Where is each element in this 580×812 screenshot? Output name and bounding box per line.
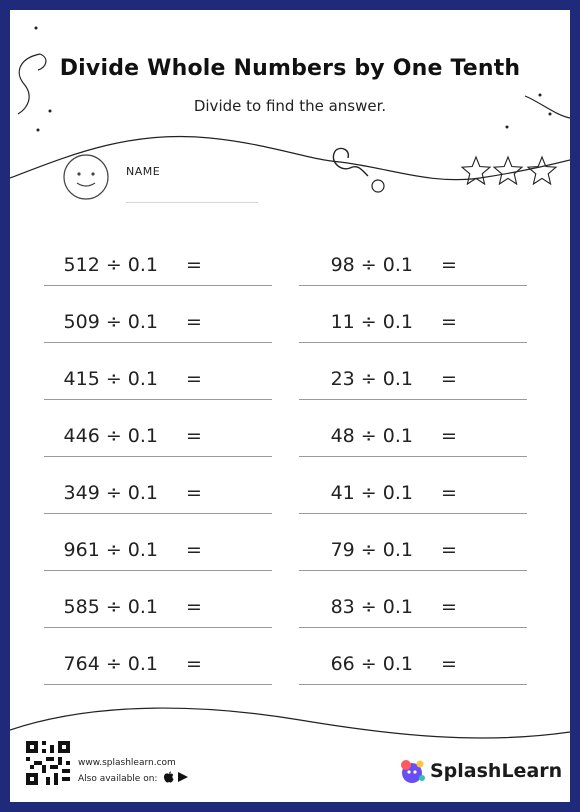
footer-available-text: Also available on: [78,774,158,784]
star-icon [528,157,556,184]
answer-line[interactable] [44,285,272,286]
equals-sign: = [441,539,457,561]
worksheet-page [10,10,570,802]
problem-row [299,415,527,471]
equals-sign: = [186,311,202,333]
problem-row [44,643,272,699]
equals-sign: = [441,254,457,276]
equals-sign: = [441,653,457,675]
problem-expression: 585 ÷ 0.1 [63,596,158,618]
problem-expression: 446 ÷ 0.1 [63,425,158,447]
problem-row [44,529,272,585]
problem-row [44,301,272,357]
equals-sign: = [441,596,457,618]
answer-line[interactable] [299,456,527,457]
problem-expression: 509 ÷ 0.1 [63,311,158,333]
problem-row [299,244,527,300]
problem-expression: 415 ÷ 0.1 [63,368,158,390]
problem-row [44,586,272,642]
equals-sign: = [441,425,457,447]
equals-sign: = [186,596,202,618]
brand-name: SplashLearn [430,760,563,782]
equals-sign: = [441,482,457,504]
problem-expression: 41 ÷ 0.1 [330,482,413,504]
equals-sign: = [186,254,202,276]
rating-stars [460,155,560,187]
problem-expression: 349 ÷ 0.1 [63,482,158,504]
answer-line[interactable] [44,342,272,343]
equals-sign: = [186,482,202,504]
problem-row [299,586,527,642]
answer-line[interactable] [299,684,527,685]
problem-row [299,301,527,357]
problem-row [299,358,527,414]
equals-sign: = [186,425,202,447]
splashlearn-logo-icon [396,756,428,788]
problem-expression: 83 ÷ 0.1 [330,596,413,618]
answer-line[interactable] [299,627,527,628]
problem-expression: 98 ÷ 0.1 [330,254,413,276]
equals-sign: = [186,368,202,390]
star-icon [462,157,490,184]
problem-expression: 66 ÷ 0.1 [330,653,413,675]
answer-line[interactable] [44,399,272,400]
problem-row [299,472,527,528]
problem-expression: 79 ÷ 0.1 [330,539,413,561]
page-title: Divide Whole Numbers by One Tenth [59,56,521,81]
answer-line[interactable] [44,456,272,457]
answer-line[interactable] [299,513,527,514]
play-store-icon [178,772,188,782]
equals-sign: = [186,539,202,561]
app-store-icons [163,771,189,783]
problem-expression: 23 ÷ 0.1 [330,368,413,390]
answer-line[interactable] [44,627,272,628]
instruction-text: Divide to find the answer. [193,97,387,115]
name-field[interactable] [126,202,258,203]
equals-sign: = [441,368,457,390]
qr-code-icon [26,741,70,785]
problem-expression: 961 ÷ 0.1 [63,539,158,561]
answer-line[interactable] [299,342,527,343]
problem-expression: 764 ÷ 0.1 [63,653,158,675]
problem-row [299,529,527,585]
equals-sign: = [441,311,457,333]
equals-sign: = [186,653,202,675]
problem-expression: 512 ÷ 0.1 [63,254,158,276]
answer-line[interactable] [44,570,272,571]
problem-row [44,358,272,414]
answer-line[interactable] [299,285,527,286]
problem-row [44,472,272,528]
problem-expression: 11 ÷ 0.1 [330,311,413,333]
answer-line[interactable] [299,399,527,400]
smiley-face-icon [62,153,110,201]
apple-icon [164,772,174,783]
problem-row [299,643,527,699]
answer-line[interactable] [44,684,272,685]
answer-line[interactable] [44,513,272,514]
problem-row [44,244,272,300]
star-icon [494,157,522,184]
problem-expression: 48 ÷ 0.1 [330,425,413,447]
answer-line[interactable] [299,570,527,571]
footer-url[interactable]: www.splashlearn.com [78,758,176,768]
name-label: NAME [126,165,161,178]
problem-row [44,415,272,471]
